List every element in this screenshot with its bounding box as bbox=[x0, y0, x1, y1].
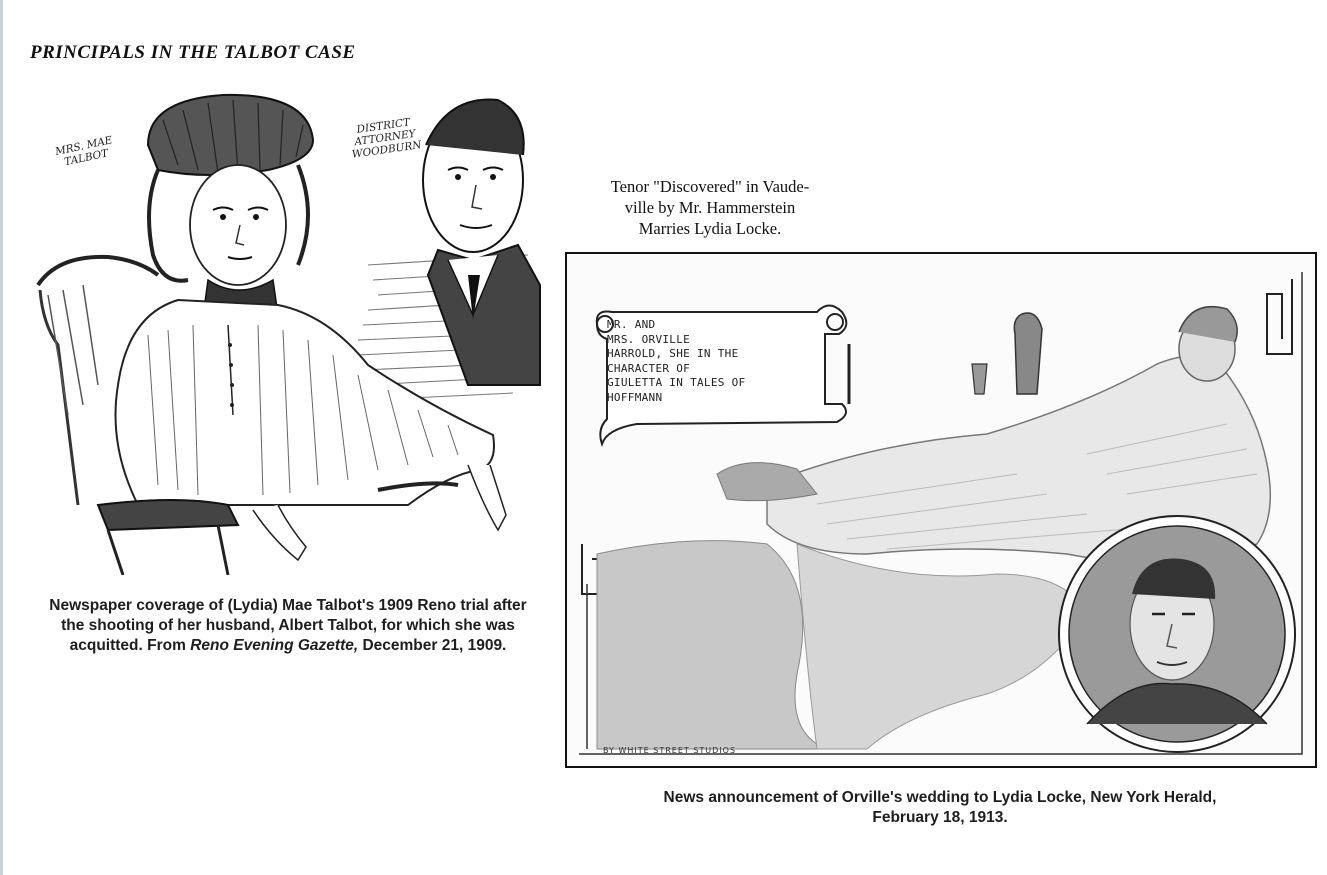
photo-banner-caption: MR. AND MRS. ORVILLE HARROLD, SHE IN THE CHARACTER OF GIULETTA IN TALES OF HOFFMANN bbox=[607, 318, 746, 404]
right-caption-line2: February 18, 1913. bbox=[872, 809, 1008, 826]
right-headline bbox=[560, 176, 860, 239]
right-headline-line1: Tenor "Discovered" in Vaude- bbox=[610, 177, 810, 196]
left-caption bbox=[48, 596, 528, 656]
right-headline-line2: ville by Mr. Hammerstein bbox=[624, 198, 796, 217]
label-mrs-talbot: MRS. MAE TALBOT bbox=[54, 134, 114, 169]
left-caption-date: December 21, 1909. bbox=[358, 637, 507, 654]
right-headline-line3: Marries Lydia Locke. bbox=[638, 219, 782, 238]
left-caption-main: Newspaper coverage of (Lydia) Mae Talbot's 1909 Reno trial after the shooting of her husband, Albert Talbot, for which she was acquitted. From bbox=[49, 597, 527, 654]
right-caption-line1: News announcement of Orville's wedding to Lydia Locke, New York Herald, bbox=[663, 789, 1217, 806]
talbot-illustration bbox=[28, 85, 548, 575]
left-headline: PRINCIPALS IN THE TALBOT CASE bbox=[30, 42, 356, 63]
label-district-attorney: DISTRICT ATTORNEY WOODBURN bbox=[351, 116, 423, 161]
wedding-photo-frame bbox=[565, 252, 1317, 768]
right-caption bbox=[560, 788, 1320, 828]
studio-credit: BY WHITE STREET STUDIOS bbox=[603, 746, 737, 755]
page-left-border bbox=[0, 0, 3, 875]
left-caption-source: Reno Evening Gazette, bbox=[190, 637, 359, 654]
